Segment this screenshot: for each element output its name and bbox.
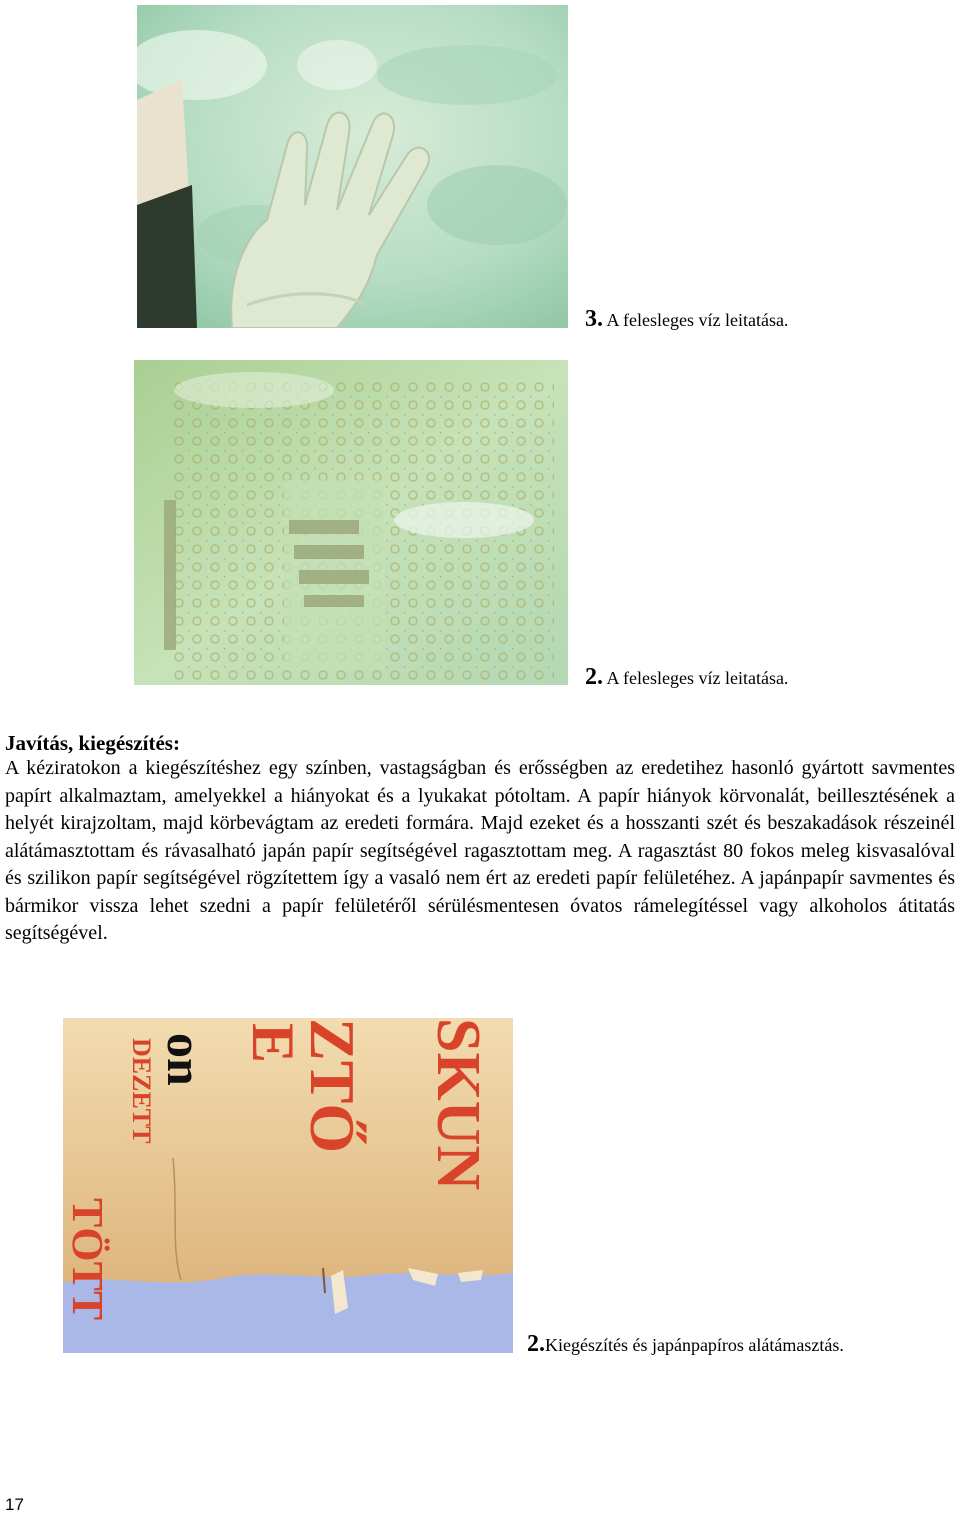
- wet-print-image: [134, 360, 568, 685]
- poster-word-1: TÖTT: [63, 1198, 112, 1321]
- figure-number: 2.: [527, 1331, 545, 1357]
- poster-word-2: DEZETT: [127, 1038, 156, 1144]
- figure-caption-text: A felesleges víz leitatása.: [603, 668, 789, 688]
- poster-word-3: ZTŐ: [297, 1018, 368, 1154]
- poster-word-4: E: [240, 1023, 306, 1064]
- poster-word-5: SKUN: [424, 1018, 492, 1191]
- photo-wet-print: [134, 360, 568, 685]
- page-number: 17: [5, 1495, 24, 1514]
- section-body: A kéziratokon a kiegészítéshez egy színben, vastagságban és erősségben az eredetihez hasonló gyártott savmentes papírt alkalmaztam, amelyekkel a hiányokat és a lyukakat pótoltam. A papír hiányok körvonalát, beillesztésének a helyét kirajzoltam, majd körbevágtam az eredeti formára. Majd ezeket és a hosszanti szét és beszakadások részeinél alátámasztottam és rávasalható japán papír segítségével ragasztottam meg. A ragasztást 80 fokos meleg kisvasalóval és szilikon papír segítségével rögzítettem így a vasaló nem ért az eredeti papír felületéhez. A japánpapír savmentes és bármikor vissza lehet szedni a papír felületéről sérülésmentesen óvatos rámelegítéssel vagy alkoholos átitatás segítségével.: [5, 757, 955, 944]
- figure-caption-1: [585, 308, 788, 331]
- figure-caption-text: A felesleges víz leitatása.: [603, 310, 789, 330]
- photo-repaired-poster: [63, 1018, 513, 1353]
- figure-caption-text: Kiegészítés és japánpapíros alátámasztás.: [545, 1335, 844, 1355]
- figure-number: 2.: [585, 664, 603, 690]
- section-heading: Javítás, kiegészítés:: [5, 731, 180, 755]
- figure-number: 3.: [585, 306, 603, 332]
- figure-caption-3: [527, 1333, 844, 1356]
- poster-word-black: on: [157, 1033, 213, 1086]
- photo-blotting-hand: [137, 5, 568, 328]
- blotting-hand-image: [137, 5, 568, 328]
- figure-caption-2: [585, 666, 788, 689]
- repaired-poster-image: [63, 1018, 513, 1353]
